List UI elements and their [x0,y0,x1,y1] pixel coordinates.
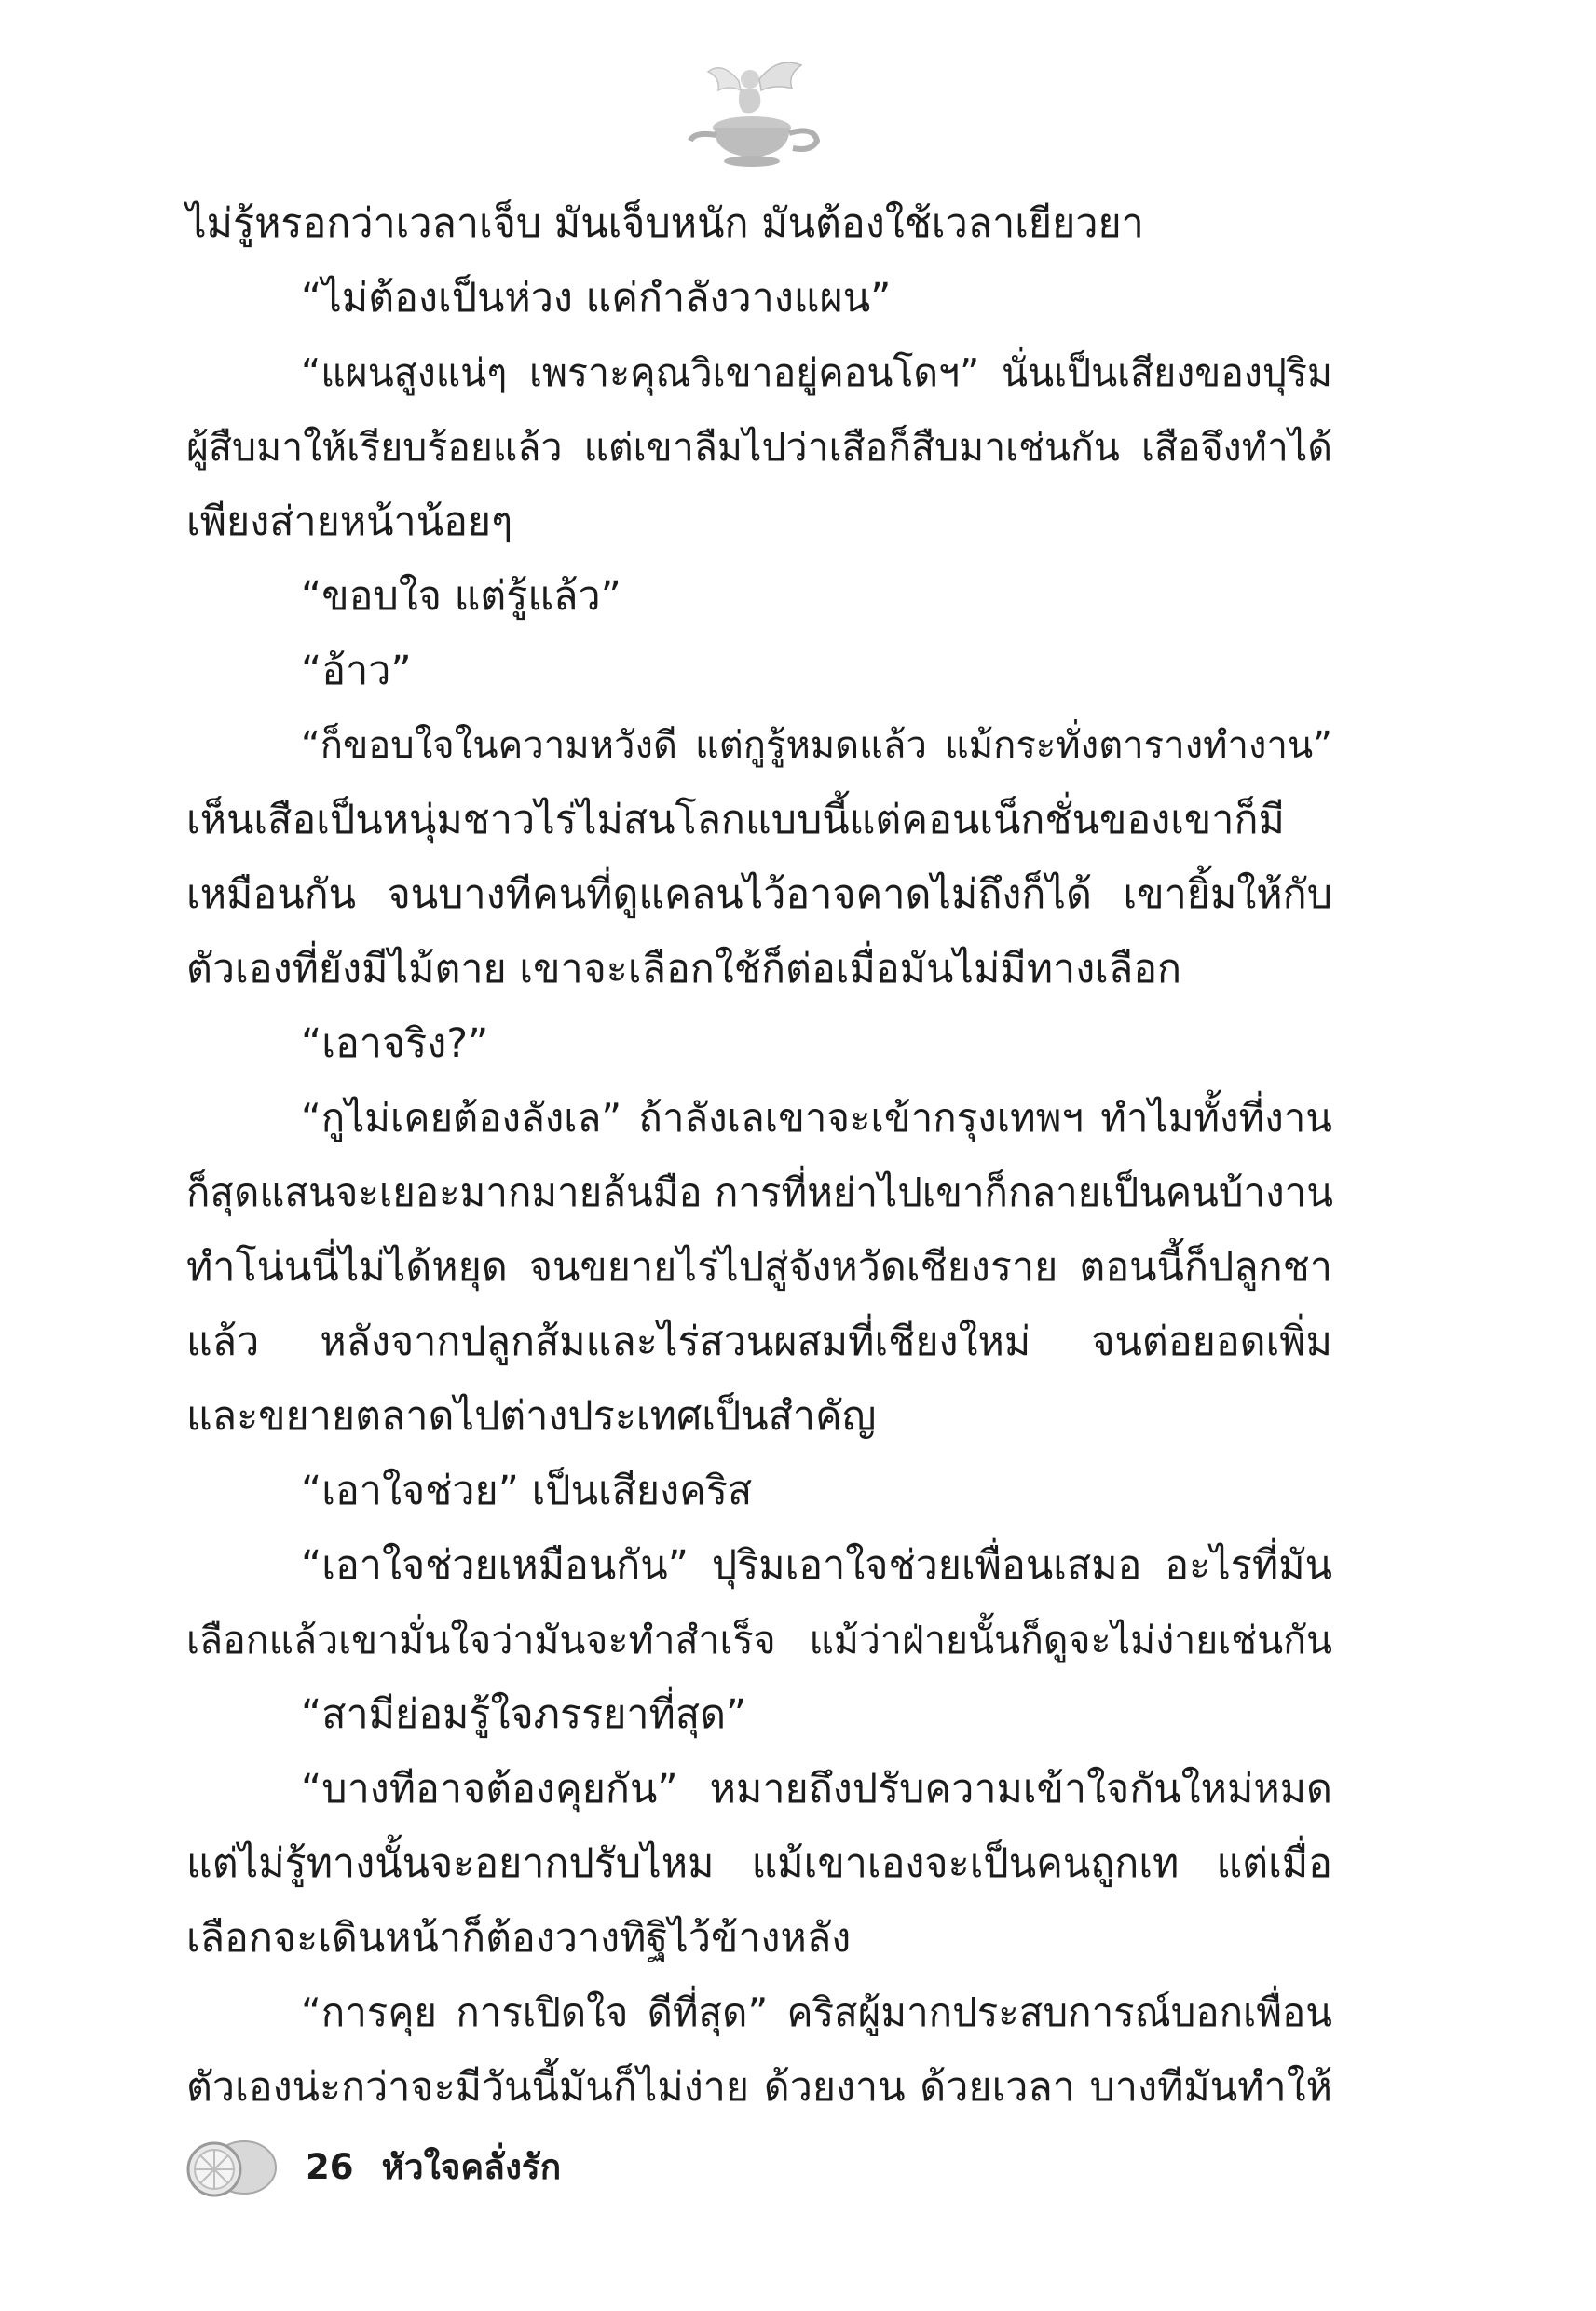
text-line: เลือกแล้วเขามั่นใจว่ามันจะทำสำเร็จ แม้ว่าฝ่ายนั้นก็ดูจะไม่ง่ายเช่นกัน [186,1618,1332,1662]
orange-slice-icon [177,2134,280,2199]
text-line: ตัวเองน่ะกว่าจะมีวันนี้มันก็ไม่ง่าย ด้วยงาน ด้วยเวลา บางทีมันทำให้ [186,2064,1332,2111]
text-line: เห็นเสือเป็นหนุ่มชาวไร่ไม่สนโลกแบบนี้แต่คอนเน็กชั่นของเขาก็มี [186,797,1285,843]
text-line: “กูไม่เคยต้องลังเล” ถ้าลังเลเขาจะเข้ากรุงเทพฯ ทำไมทั้งที่งาน [301,1095,1332,1141]
text-line: “ขอบใจ แต่รู้แล้ว” [301,573,621,620]
text-line: “บางทีอาจต้องคุยกัน” หมายถึงปรับความเข้าใจกันใหม่หมด [301,1766,1332,1812]
text-line: ตัวเองที่ยังมีไม้ตาย เขาจะเลือกใช้ก็ต่อเมื่อมันไม่มีทางเลือก [186,946,1182,992]
page-footer [177,2129,561,2204]
text-line: แล้ว หลังจากปลูกส้มและไร่สวนผสมที่เชียงใหม่ จนต่อยอดเพิ่ม [186,1319,1332,1365]
text-line: เพียงส่ายหน้าน้อยๆ [186,499,513,545]
page-number: 26 [306,2146,354,2187]
text-line: แต่ไม่รู้ทางนั้นจะอยากปรับไหม แม้เขาเองจะเป็นคนถูกเท แต่เมื่อ [186,1840,1332,1887]
text-line: และขยายตลาดไปต่างประเทศเป็นสำคัญ [186,1393,877,1440]
text-line: เลือกจะเดินหน้าก็ต้องวางทิฐิไว้ข้างหลัง [186,1915,852,1962]
text-line: ทำโน่นนี่ไม่ได้หยุด จนขยายไร่ไปสู่จังหวัดเชียงราย ตอนนี้ก็ปลูกชา [186,1244,1332,1291]
text-line: “เอาจริง?” [301,1020,489,1067]
text-line: “การคุย การเปิดใจ ดีที่สุด” คริสผู้มากประสบการณ์บอกเพื่อน [301,1990,1332,2035]
text-line: “เอาใจช่วยเหมือนกัน” ปุริมเอาใจช่วยเพื่อนเสมอ อะไรที่มัน [301,1542,1332,1589]
text-line: “สามีย่อมรู้ใจภรรยาที่สุด” [301,1691,747,1738]
text-line: เหมือนกัน จนบางทีคนที่ดูแคลนไว้อาจคาดไม่ถึงก็ได้ เขายิ้มให้กับ [186,871,1332,918]
cupid-teapot-ornament-icon [685,51,825,172]
text-line: “อ้าว” [301,648,412,694]
text-line: ก็สุดแสนจะเยอะมากมายล้นมือ การที่หย่าไปเขาก็กลายเป็นคนบ้างาน [186,1169,1333,1215]
text-line: “ก็ขอบใจในความหวังดี แต่กูรู้หมดแล้ว แม้กระทั่งตารางทำงาน” [301,724,1332,767]
body-text [186,186,1332,2125]
text-line: ผู้สืบมาให้เรียบร้อยแล้ว แต่เขาลืมไปว่าเสือก็สืบมาเช่นกัน เสือจึงทำได้ [186,425,1332,470]
text-line: “เอาใจช่วย” เป็นเสียงคริส [301,1468,753,1514]
text-line: “ไม่ต้องเป็นห่วง แค่กำลังวางแผน” [301,275,892,321]
text-line: “แผนสูงแน่ๆ เพราะคุณวิเขาอยู่คอนโดฯ” นั่นเป็นเสียงของปุริม [301,350,1332,395]
text-line: ไม่รู้หรอกว่าเวลาเจ็บ มันเจ็บหนัก มันต้องใช้เวลาเยียวยา [186,200,1144,247]
book-title: หัวใจคลั่งรัก [381,2146,562,2187]
